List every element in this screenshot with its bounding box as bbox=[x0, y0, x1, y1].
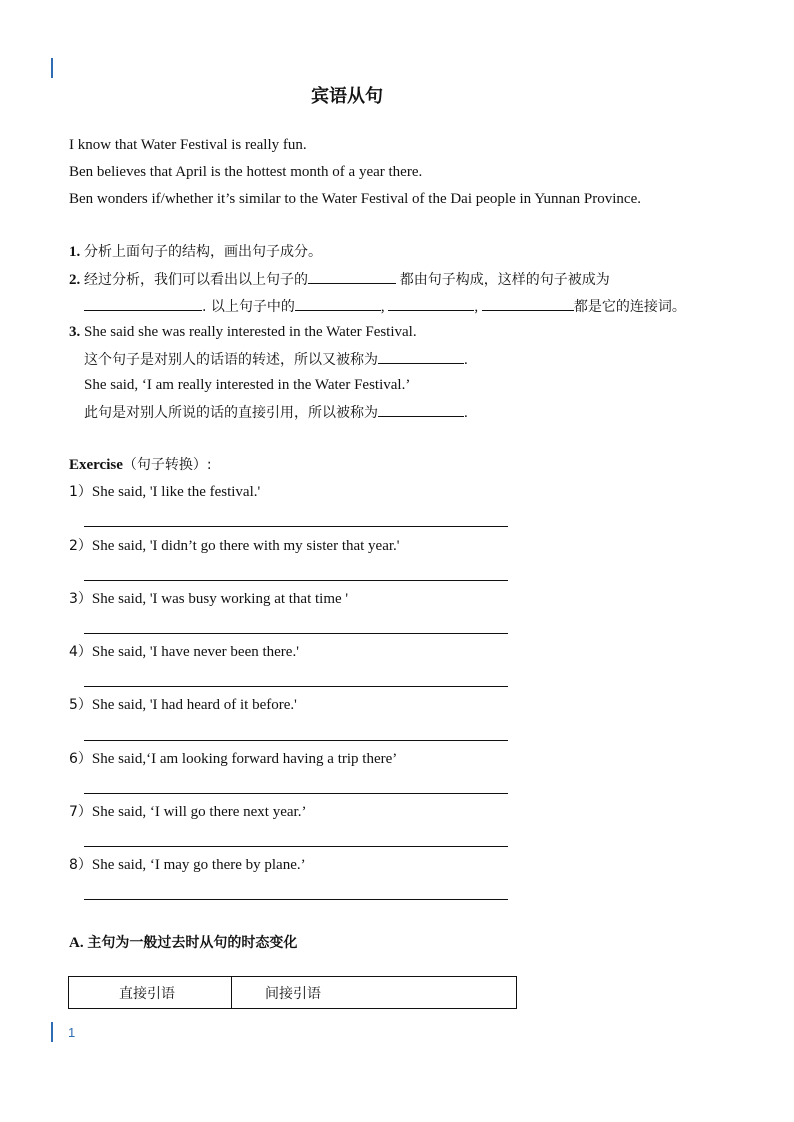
exercise-item bbox=[69, 642, 299, 662]
bottom-margin-mark bbox=[51, 1022, 53, 1042]
item-text: She said, 'I was busy working at that time ' bbox=[91, 591, 349, 607]
question-2-line-2 bbox=[84, 296, 686, 317]
question-1 bbox=[69, 242, 322, 262]
item-text: She said, 'I have never been there.' bbox=[91, 644, 299, 660]
exercise-item bbox=[69, 536, 400, 556]
answer-line[interactable] bbox=[84, 580, 508, 581]
answer-line[interactable] bbox=[84, 740, 508, 741]
period: . bbox=[464, 352, 468, 368]
item-text: She said, 'I had heard of it before.' bbox=[91, 697, 297, 713]
question-number: 1. bbox=[69, 244, 81, 260]
item-text: She said, ‘I will go there next year.’ bbox=[91, 804, 307, 820]
fill-in-blank[interactable] bbox=[388, 296, 474, 311]
exercise-item bbox=[69, 749, 397, 769]
fill-in-blank[interactable] bbox=[378, 349, 464, 364]
question-text: 都是它的连接词。 bbox=[573, 299, 686, 315]
separator: , bbox=[474, 299, 479, 315]
exercise-label: Exercise bbox=[69, 457, 123, 473]
example-sentence: Ben believes that April is the hottest month of a year there. bbox=[69, 164, 423, 180]
exercise-heading bbox=[69, 455, 212, 475]
question-text: She said, ‘I am really interested in the Water Festival.’ bbox=[84, 377, 411, 393]
item-text: She said, ‘I may go there by plane.’ bbox=[91, 857, 306, 873]
item-text: She said,‘I am looking forward having a trip there’ bbox=[91, 751, 398, 767]
exercise-label-cn: （句子转换）: bbox=[122, 457, 212, 473]
question-text: 分析上面句子的结构，画出句子成分。 bbox=[84, 244, 322, 260]
item-text: She said, 'I didn’t go there with my sister that year.' bbox=[91, 538, 400, 554]
answer-line[interactable] bbox=[84, 899, 508, 900]
exercise-item bbox=[69, 802, 306, 822]
answer-line[interactable] bbox=[84, 526, 508, 527]
question-text: 经过分析，我们可以看出以上句子的 bbox=[84, 272, 308, 288]
answer-line[interactable] bbox=[84, 633, 508, 634]
item-number: 1） bbox=[69, 484, 92, 500]
answer-line[interactable] bbox=[84, 846, 508, 847]
question-number: 2. bbox=[69, 272, 81, 288]
question-3-line-2 bbox=[84, 349, 468, 370]
question-text: She said she was really interested in the Water Festival. bbox=[84, 324, 417, 340]
fill-in-blank[interactable] bbox=[378, 402, 464, 417]
page-number: 1 bbox=[68, 1025, 76, 1040]
table-header-indirect: 间接引语 bbox=[265, 985, 321, 1002]
section-a-heading bbox=[69, 933, 297, 953]
question-text: . 以上句子中的 bbox=[202, 299, 295, 315]
example-sentence: Ben wonders if/whether it’s similar to the Water Festival of the Dai people in Yunnan Province. bbox=[69, 191, 641, 207]
question-3-line-4 bbox=[84, 402, 468, 423]
item-number: 8） bbox=[69, 857, 92, 873]
top-margin-mark bbox=[51, 58, 53, 78]
item-number: 5） bbox=[69, 697, 92, 713]
section-heading-text: 主句为一般过去时从句的时态变化 bbox=[87, 935, 298, 951]
question-3-line-1 bbox=[69, 322, 417, 342]
fill-in-blank[interactable] bbox=[308, 269, 396, 284]
item-number: 7） bbox=[69, 804, 92, 820]
fill-in-blank[interactable] bbox=[84, 296, 202, 311]
table-header-direct: 直接引语 bbox=[69, 977, 232, 1008]
question-number: 3. bbox=[69, 324, 81, 340]
exercise-item bbox=[69, 482, 260, 502]
question-3-line-3 bbox=[84, 375, 410, 395]
item-number: 4） bbox=[69, 644, 92, 660]
question-text: 这个句子是对别人的话语的转述，所以又被称为 bbox=[84, 352, 378, 368]
page-title: 宾语从句 bbox=[311, 86, 383, 107]
example-sentence: I know that Water Festival is really fun. bbox=[69, 137, 307, 153]
fill-in-blank[interactable] bbox=[482, 296, 574, 311]
exercise-item bbox=[69, 855, 306, 875]
item-text: She said, 'I like the festival.' bbox=[91, 484, 261, 500]
item-number: 3） bbox=[69, 591, 92, 607]
fill-in-blank[interactable] bbox=[295, 296, 381, 311]
exercise-item bbox=[69, 695, 297, 715]
exercise-item bbox=[69, 589, 348, 609]
tense-table bbox=[68, 976, 517, 1009]
period: . bbox=[464, 405, 468, 421]
section-number: A. bbox=[69, 935, 84, 951]
item-number: 6） bbox=[69, 751, 92, 767]
answer-line[interactable] bbox=[84, 686, 508, 687]
question-text: 此句是对别人所说的话的直接引用，所以被称为 bbox=[84, 405, 378, 421]
question-text: 都由句子构成，这样的句子被成为 bbox=[399, 272, 610, 288]
item-number: 2） bbox=[69, 538, 92, 554]
separator: , bbox=[380, 299, 385, 315]
question-2-line-1 bbox=[69, 269, 610, 290]
answer-line[interactable] bbox=[84, 793, 508, 794]
